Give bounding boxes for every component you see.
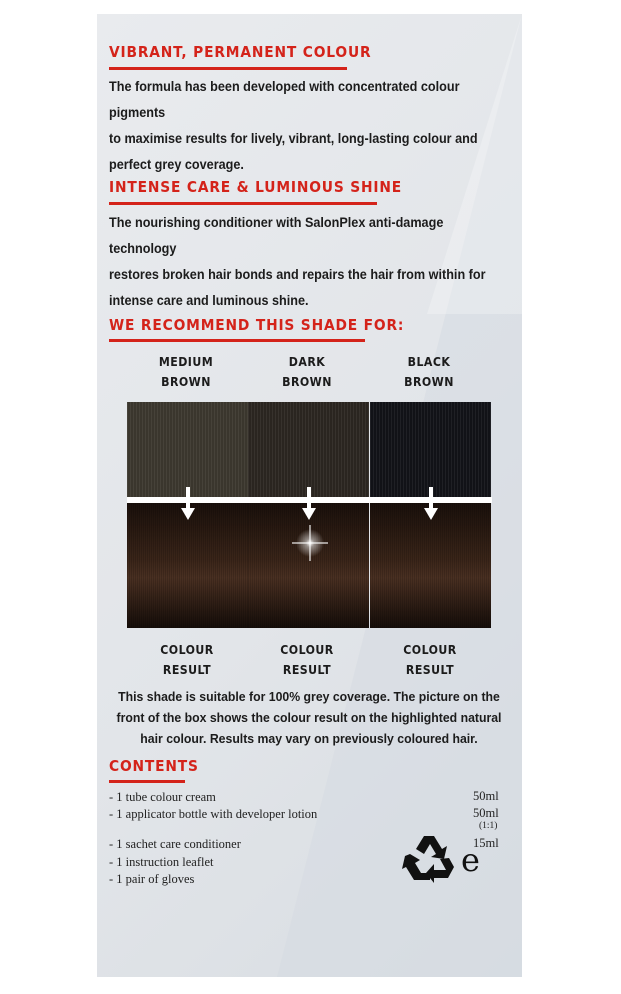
shade-label-line: BROWN <box>161 374 211 389</box>
arrow-down-icon <box>181 487 195 521</box>
shade-label-line: DARK <box>288 354 326 369</box>
heading-recommend: WE RECOMMEND THIS SHADE FOR: <box>109 316 405 334</box>
note-line: front of the box shows the colour result on the highlighted natural <box>116 710 502 725</box>
shade-label-line: MEDIUM <box>158 354 214 369</box>
result-swatch-black-brown <box>370 503 491 628</box>
note-line: hair colour. Results may vary on previously coloured hair. <box>140 731 478 746</box>
result-label-line: RESULT <box>405 662 455 677</box>
contents-item: - 1 sachet care conditioner <box>109 837 241 851</box>
result-label-line: RESULT <box>162 662 212 677</box>
heading-vibrant: VIBRANT, PERMANENT COLOUR <box>109 43 372 61</box>
paragraph-line: to maximise results for lively, vibrant, long-lasting colour and <box>109 131 478 146</box>
shade-label-black-brown <box>376 352 482 392</box>
heading-contents: CONTENTS <box>109 757 199 775</box>
result-swatch-medium-brown <box>127 503 248 628</box>
result-label <box>254 640 360 680</box>
recycle-icon <box>402 832 456 886</box>
heading-underline <box>109 780 185 783</box>
product-info-panel <box>97 14 522 977</box>
result-label-line: COLOUR <box>403 642 457 657</box>
heading-underline <box>109 67 347 70</box>
heading-care: INTENSE CARE & LUMINOUS SHINE <box>109 178 402 196</box>
paragraph-line: restores broken hair bonds and repairs the hair from within for <box>109 267 486 282</box>
panel-content <box>97 14 522 977</box>
result-label-line: COLOUR <box>280 642 334 657</box>
result-label <box>377 640 483 680</box>
arrow-down-icon <box>302 487 316 521</box>
paragraph-line: intense care and luminous shine. <box>109 293 309 308</box>
arrow-down-icon <box>424 487 438 521</box>
shade-label-line: BLACK <box>407 354 451 369</box>
contents-item: - 1 pair of gloves <box>109 872 195 886</box>
contents-item: - 1 tube colour cream <box>109 790 216 804</box>
paragraph-line: The nourishing conditioner with SalonPlex anti-damage technology <box>109 215 444 256</box>
contents-qty: 50ml <box>473 806 499 820</box>
contents-item: - 1 instruction leaflet <box>109 855 214 869</box>
result-label-line: COLOUR <box>160 642 214 657</box>
result-swatch-dark-brown <box>248 503 369 628</box>
result-label <box>134 640 240 680</box>
contents-qty: 15ml <box>473 836 499 850</box>
heading-underline <box>109 202 377 205</box>
swatch-black-brown <box>370 402 491 497</box>
shade-label-medium-brown <box>133 352 239 392</box>
paragraph-line: perfect grey coverage. <box>109 157 244 172</box>
note-line: This shade is suitable for 100% grey coverage. The picture on the <box>118 689 500 704</box>
swatch-dark-brown <box>248 402 369 497</box>
contents-ratio: (1:1) <box>479 821 498 831</box>
shade-label-line: BROWN <box>282 374 332 389</box>
result-label-line: RESULT <box>282 662 332 677</box>
contents-qty: 50ml <box>473 789 499 803</box>
paragraph-line: The formula has been developed with concentrated colour pigments <box>109 79 460 120</box>
shade-label-dark-brown <box>254 352 360 392</box>
paragraph-vibrant <box>109 74 490 178</box>
paragraph-care <box>109 210 490 314</box>
shade-label-line: BROWN <box>404 374 454 389</box>
contents-item: - 1 applicator bottle with developer lotion <box>109 807 318 821</box>
estimated-sign-icon: e <box>461 841 480 879</box>
heading-underline <box>109 339 365 342</box>
swatch-medium-brown <box>127 402 248 497</box>
grey-coverage-note <box>114 686 505 749</box>
